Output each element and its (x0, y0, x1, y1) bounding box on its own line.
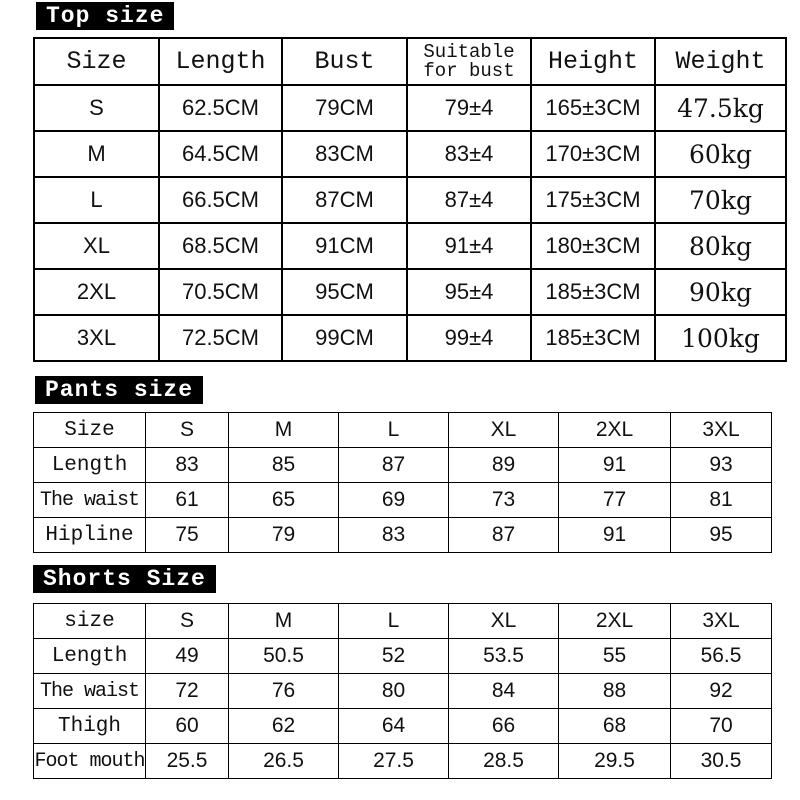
cell: 65 (229, 483, 339, 518)
table-row (34, 448, 772, 483)
cell: 70 (671, 709, 772, 744)
cell: 68 (559, 709, 671, 744)
cell: XL (34, 223, 159, 269)
table-row (34, 315, 786, 361)
cell: 64.5CM (159, 131, 282, 177)
cell: L (34, 177, 159, 223)
table-row (34, 744, 772, 779)
cell: 62 (229, 709, 339, 744)
row-label: Thigh (34, 709, 146, 744)
table-row (34, 709, 772, 744)
cell: 60 (146, 709, 229, 744)
cell: 68.5CM (159, 223, 282, 269)
cell: 69 (339, 483, 449, 518)
cell: 2XL (34, 269, 159, 315)
cell: 55 (559, 639, 671, 674)
cell: 53.5 (449, 639, 559, 674)
cell: 61 (146, 483, 229, 518)
cell: 91 (559, 448, 671, 483)
cell: 91 (559, 518, 671, 553)
row-label: Foot mouth (34, 744, 146, 779)
top-size-table (33, 37, 787, 362)
cell: 99±4 (407, 315, 531, 361)
cell: 87±4 (407, 177, 531, 223)
cell: 91±4 (407, 223, 531, 269)
table-row (34, 85, 786, 131)
cell: 28.5 (449, 744, 559, 779)
cell: 83CM (282, 131, 407, 177)
header-cell: Height (531, 38, 655, 85)
header-cell: L (339, 604, 449, 639)
cell: 56.5 (671, 639, 772, 674)
shorts-size-label: Shorts Size (33, 565, 216, 593)
cell: 80 (339, 674, 449, 709)
cell: 95CM (282, 269, 407, 315)
row-label: Length (34, 639, 146, 674)
cell: S (34, 85, 159, 131)
cell: 95 (671, 518, 772, 553)
cell: 79CM (282, 85, 407, 131)
cell: 83±4 (407, 131, 531, 177)
row-label: Hipline (34, 518, 146, 553)
header-cell: M (229, 604, 339, 639)
cell: 3XL (34, 315, 159, 361)
header-cell: M (229, 413, 339, 448)
cell: 79±4 (407, 85, 531, 131)
cell: 27.5 (339, 744, 449, 779)
header-cell: Size (34, 38, 159, 85)
cell: 175±3CM (531, 177, 655, 223)
cell: 64 (339, 709, 449, 744)
cell: 87 (339, 448, 449, 483)
table-header-row (34, 413, 772, 448)
table-row (34, 639, 772, 674)
table-header-row (34, 604, 772, 639)
cell: 75 (146, 518, 229, 553)
cell: 70kg (655, 177, 786, 223)
cell: 87CM (282, 177, 407, 223)
cell: 81 (671, 483, 772, 518)
table-row (34, 518, 772, 553)
cell: 87 (449, 518, 559, 553)
row-label: Length (34, 448, 146, 483)
table-row (34, 483, 772, 518)
header-cell: 3XL (671, 604, 772, 639)
table-row (34, 674, 772, 709)
cell: 83 (339, 518, 449, 553)
cell: 88 (559, 674, 671, 709)
cell: 25.5 (146, 744, 229, 779)
header-cell: size (34, 604, 146, 639)
cell: 50.5 (229, 639, 339, 674)
cell: 185±3CM (531, 315, 655, 361)
cell: 73 (449, 483, 559, 518)
cell: 92 (671, 674, 772, 709)
table-row (34, 131, 786, 177)
row-label: The waist (34, 674, 146, 709)
table-row (34, 223, 786, 269)
pants-size-table (33, 412, 772, 553)
cell: 77 (559, 483, 671, 518)
table-header-row (34, 38, 786, 85)
cell: 180±3CM (531, 223, 655, 269)
cell: 79 (229, 518, 339, 553)
cell: 76 (229, 674, 339, 709)
cell: 26.5 (229, 744, 339, 779)
header-cell: Bust (282, 38, 407, 85)
pants-size-label: Pants size (35, 376, 203, 404)
cell: 165±3CM (531, 85, 655, 131)
cell: 83 (146, 448, 229, 483)
top-size-label: Top size (36, 2, 174, 30)
cell: 66 (449, 709, 559, 744)
cell: 72 (146, 674, 229, 709)
shorts-size-table (33, 603, 772, 779)
header-cell: L (339, 413, 449, 448)
cell: 89 (449, 448, 559, 483)
cell: 52 (339, 639, 449, 674)
header-cell: XL (449, 604, 559, 639)
header-cell: 2XL (559, 604, 671, 639)
table-row (34, 177, 786, 223)
cell: 99CM (282, 315, 407, 361)
cell: 47.5kg (655, 85, 786, 131)
header-cell: 3XL (671, 413, 772, 448)
cell: 93 (671, 448, 772, 483)
header-cell: XL (449, 413, 559, 448)
cell: M (34, 131, 159, 177)
cell: 84 (449, 674, 559, 709)
cell: 30.5 (671, 744, 772, 779)
cell: 60kg (655, 131, 786, 177)
header-cell: Suitable for bust (407, 38, 531, 85)
header-cell: Length (159, 38, 282, 85)
cell: 70.5CM (159, 269, 282, 315)
cell: 170±3CM (531, 131, 655, 177)
table-row (34, 269, 786, 315)
cell: 95±4 (407, 269, 531, 315)
cell: 49 (146, 639, 229, 674)
header-cell: 2XL (559, 413, 671, 448)
header-cell: Size (34, 413, 146, 448)
cell: 185±3CM (531, 269, 655, 315)
cell: 72.5CM (159, 315, 282, 361)
cell: 91CM (282, 223, 407, 269)
header-cell: Weight (655, 38, 786, 85)
cell: 90kg (655, 269, 786, 315)
cell: 62.5CM (159, 85, 282, 131)
cell: 85 (229, 448, 339, 483)
header-cell: S (146, 413, 229, 448)
header-cell: S (146, 604, 229, 639)
cell: 100kg (655, 315, 786, 361)
cell: 29.5 (559, 744, 671, 779)
row-label: The waist (34, 483, 146, 518)
cell: 80kg (655, 223, 786, 269)
cell: 66.5CM (159, 177, 282, 223)
